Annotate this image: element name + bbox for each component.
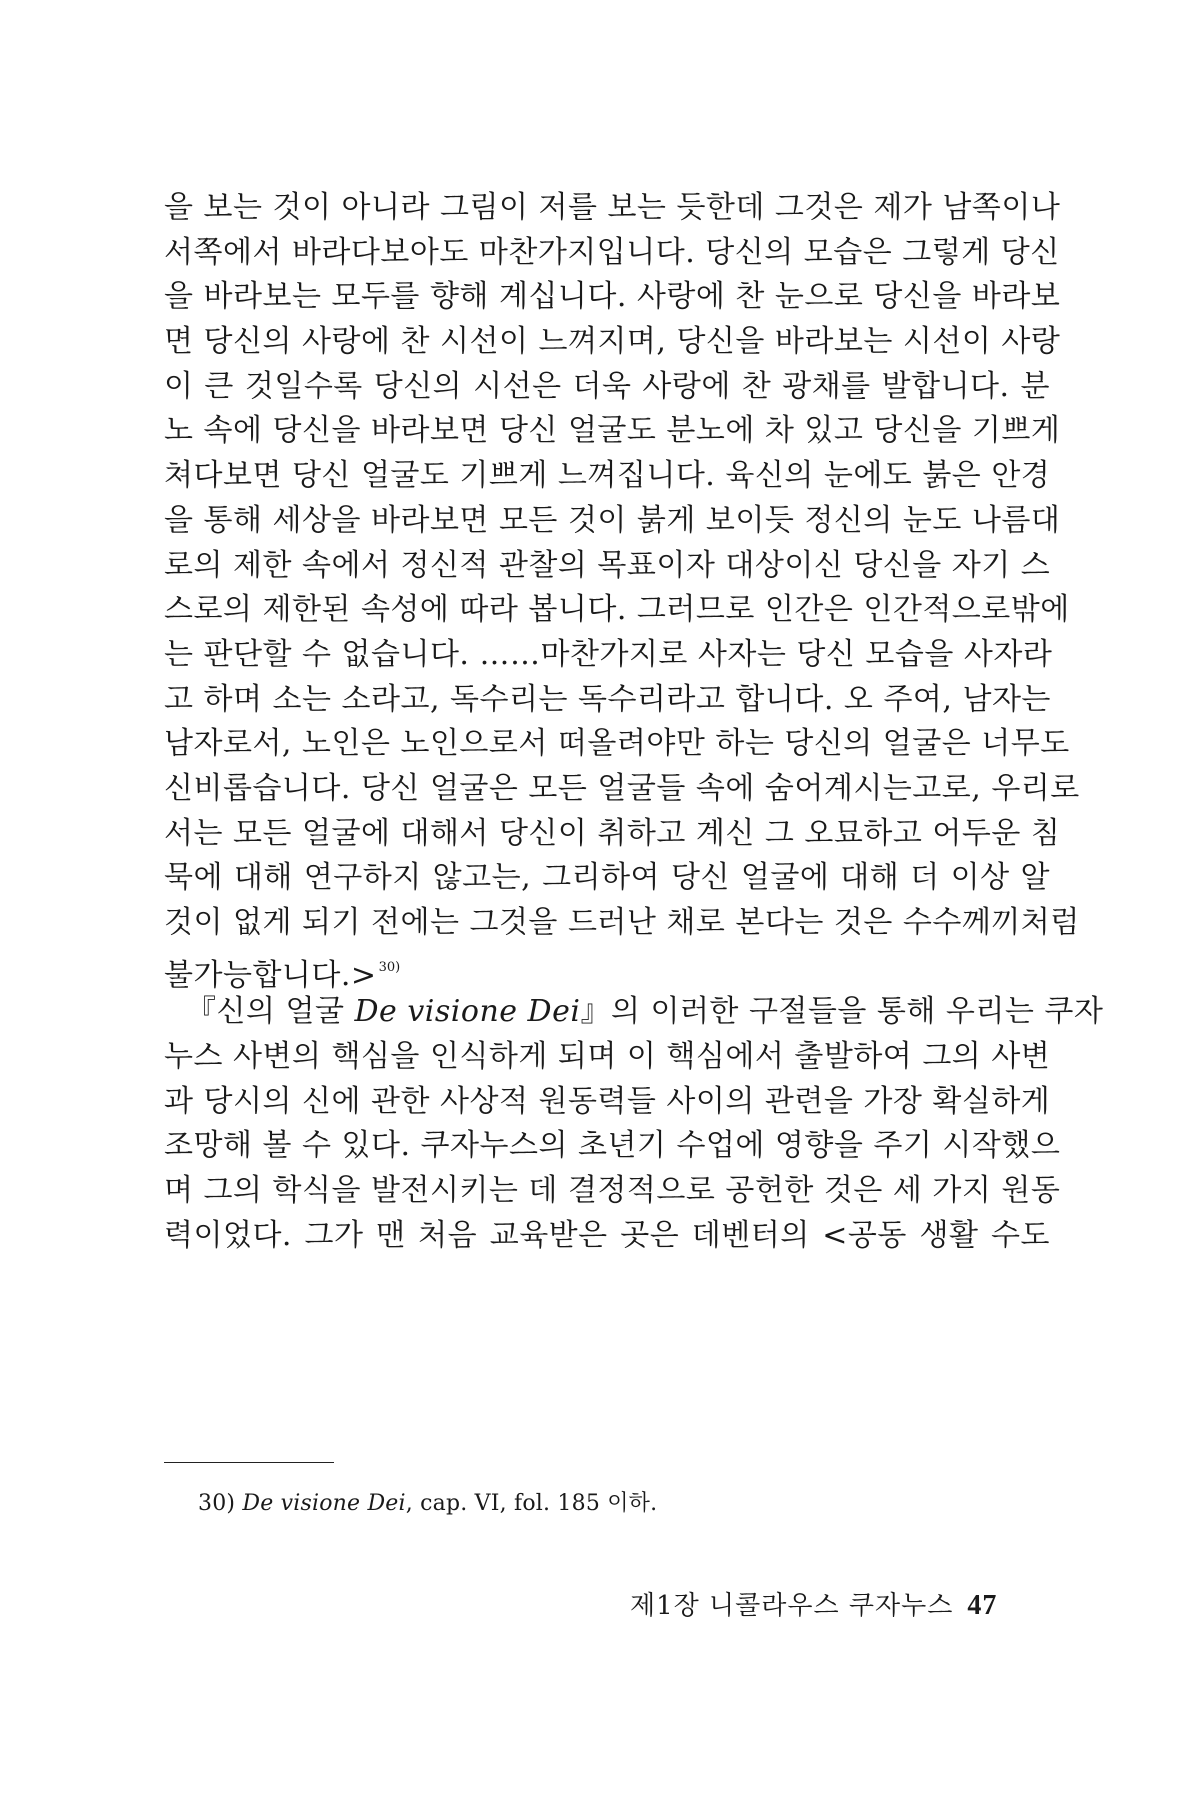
- footnote-reference[interactable]: 30): [378, 959, 401, 975]
- page-number: 47: [967, 1590, 998, 1621]
- text-line: 묵에 대해 연구하지 않고는, 그리하여 당신 얼굴에 대해 더 이상 알: [164, 860, 1050, 896]
- text-line: 신비롭습니다. 당신 얼굴은 모든 얼굴들 속에 숨어계시는고로, 우리로: [164, 770, 1080, 806]
- text-line: 고 하며 소는 소라고, 독수리는 독수리라고 합니다. 오 주여, 남자는: [164, 681, 1051, 717]
- paragraph-open: 『신의 얼굴: [186, 994, 355, 1030]
- text-line: 면 당신의 사랑에 찬 시선이 느껴지며, 당신을 바라보는 시선이 사랑: [164, 324, 1061, 360]
- footnote-text: , cap. VI, fol. 185 이하.: [405, 1491, 658, 1516]
- paragraph-first-line: [164, 990, 1104, 1035]
- text-line: 조망해 볼 수 있다. 쿠자누스의 초년기 수업에 영향을 주기 시작했으: [164, 1128, 1061, 1164]
- text-line: 을 보는 것이 아니라 그림이 저를 보는 듯한데 그것은 제가 남쪽이나: [164, 190, 1061, 225]
- text-line: 며 그의 학식을 발전시키는 데 결정적으로 공헌한 것은 세 가지 원동: [164, 1173, 1061, 1209]
- text-line: 노 속에 당신을 바라보면 당신 얼굴도 분노에 차 있고 당신을 기쁘게: [164, 413, 1061, 449]
- running-title: 제1장 니콜라우스 쿠자누스: [630, 1591, 954, 1621]
- body-text: [164, 186, 1104, 1259]
- text-line: 스로의 제한된 속성에 따라 봅니다. 그러므로 인간은 인간적으로밖에: [164, 592, 1070, 628]
- text-line: 서쪽에서 바라다보아도 마찬가지입니다. 당신의 모습은 그렇게 당신: [164, 234, 1060, 270]
- book-title: De visione Dei: [354, 994, 581, 1030]
- text-line: 을 바라보는 모두를 향해 계십니다. 사랑에 찬 눈으로 당신을 바라보: [164, 279, 1061, 315]
- quote-last-line: [164, 946, 1050, 991]
- text-line: 을 통해 세상을 바라보면 모든 것이 붉게 보이듯 정신의 눈도 나름대: [164, 502, 1061, 538]
- text-line: 력이었다. 그가 맨 처음 교육받은 곳은 데벤터의 <공동 생활 수도: [164, 1217, 1050, 1253]
- text-line: 는 판단할 수 없습니다. ……마찬가지로 사자는 당신 모습을 사자라: [164, 636, 1053, 672]
- footnote-divider: [164, 1462, 334, 1463]
- text-line: 쳐다보면 당신 얼굴도 기쁘게 느껴집니다. 육신의 눈에도 붉은 안경: [164, 458, 1051, 494]
- footnote: [198, 1486, 657, 1517]
- text-line: 서는 모든 얼굴에 대해서 당신이 취하고 계신 그 오묘하고 어두운 침: [164, 815, 1061, 851]
- text-line: 남자로서, 노인은 노인으로서 떠올려야만 하는 당신의 얼굴은 너무도: [164, 726, 1070, 762]
- quote-last-line-text: 불가능합니다.>: [164, 957, 377, 993]
- text-line: 로의 제한 속에서 정신적 관찰의 목표이자 대상이신 당신을 자기 스: [164, 547, 1051, 583]
- footnote-title: De visione Dei: [242, 1491, 406, 1516]
- footnote-number: 30): [198, 1491, 236, 1516]
- text-line: 것이 없게 되기 전에는 그것을 드러난 채로 본다는 것은 수수께끼처럼: [164, 905, 1080, 940]
- text-line: 이 큰 것일수록 당신의 시선은 더욱 사랑에 찬 광채를 발합니다. 분: [164, 368, 1050, 404]
- running-footer: [630, 1585, 997, 1622]
- text-line: 과 당시의 신에 관한 사상적 원동력들 사이의 관련을 가장 확실하게: [164, 1083, 1051, 1119]
- text-line: 누스 사변의 핵심을 인식하게 되며 이 핵심에서 출발하여 그의 사변: [164, 1039, 1051, 1075]
- paragraph-continue: 』의 이러한 구절들을 통해 우리는 쿠자: [580, 994, 1104, 1030]
